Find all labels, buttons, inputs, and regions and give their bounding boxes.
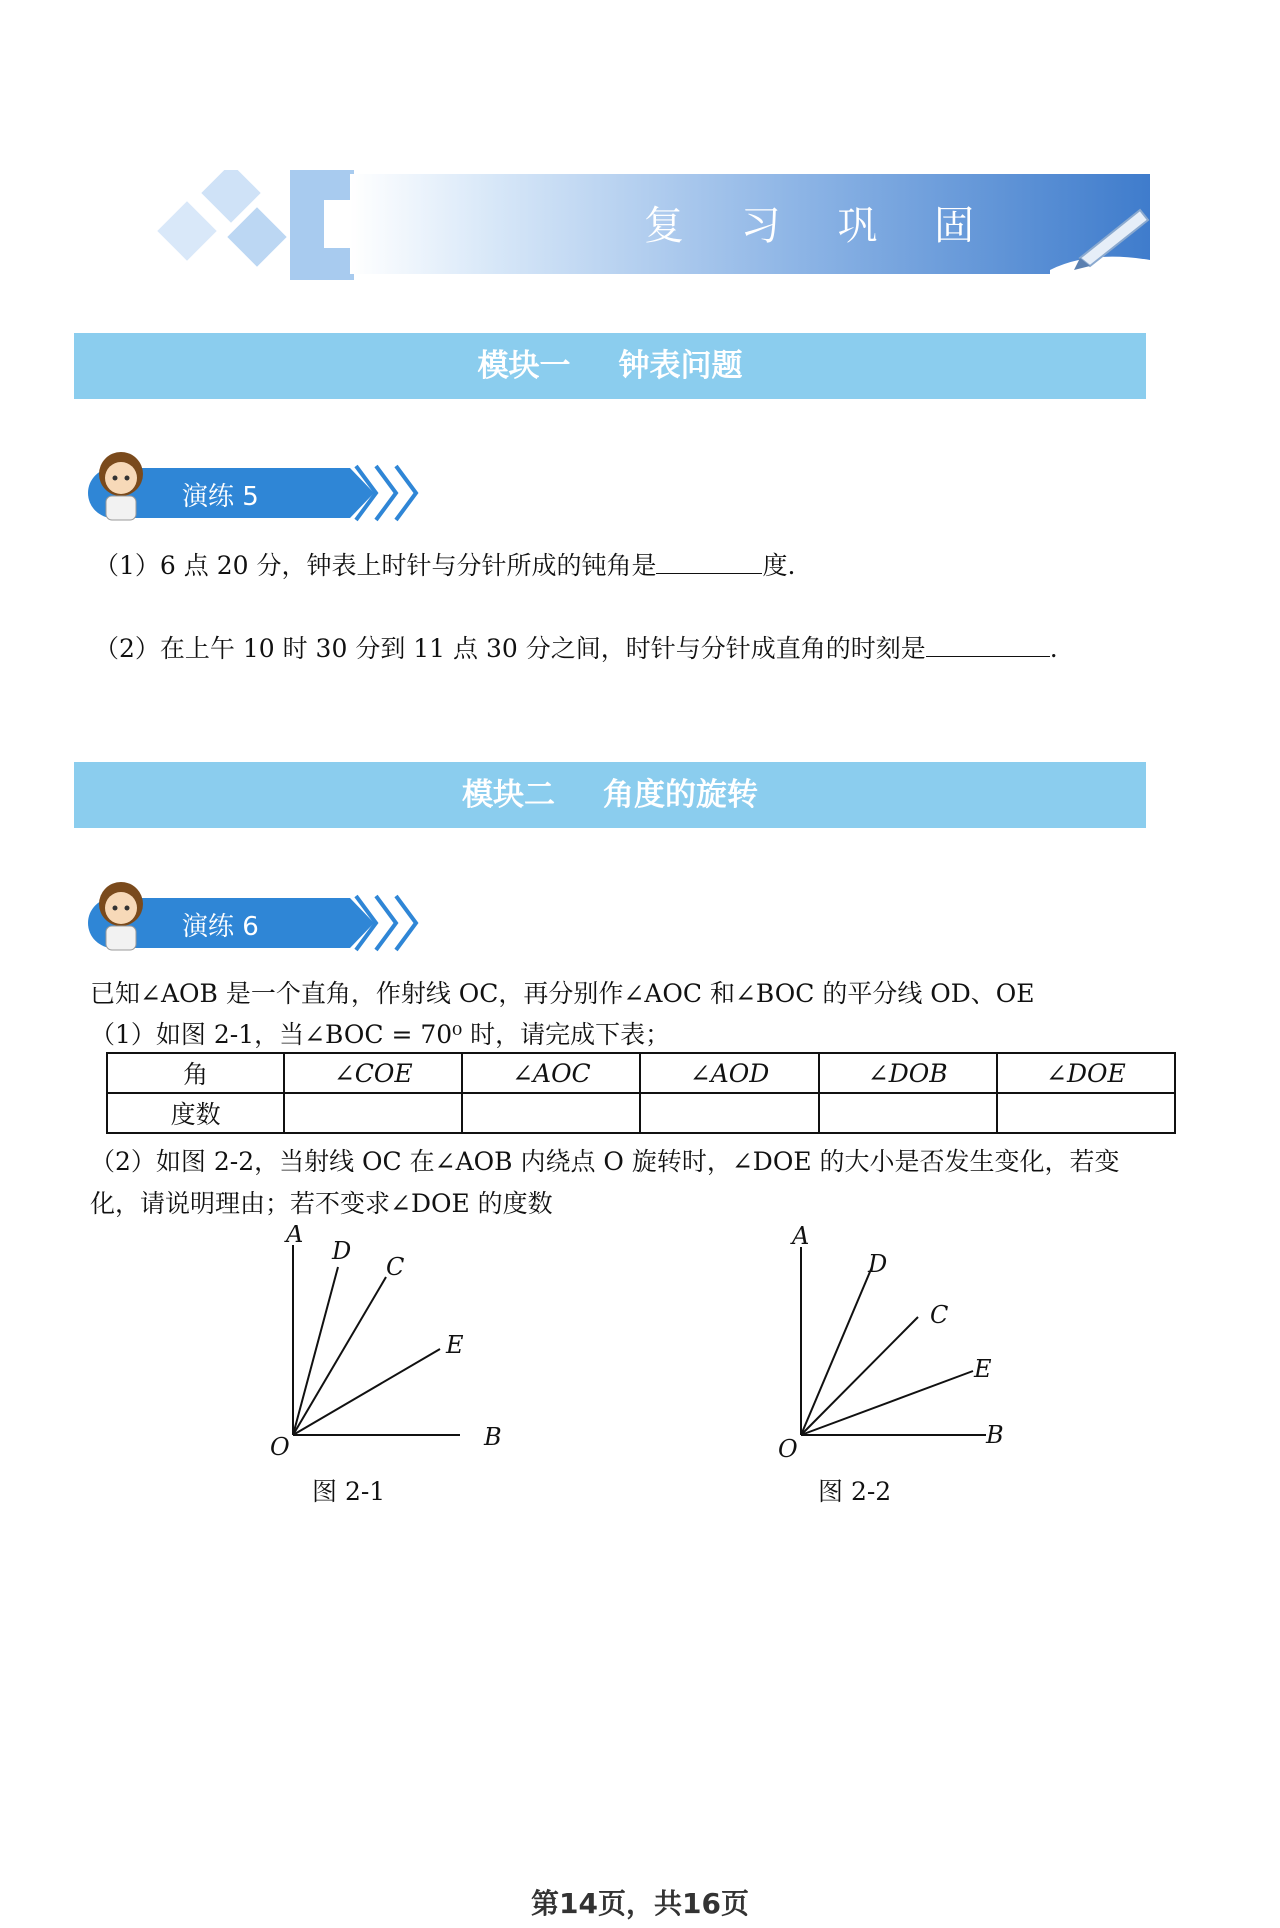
exercise-6-question-2-line-2: 化，请说明理由；若不变求∠DOE 的度数	[90, 1189, 553, 1218]
student-avatar-icon	[90, 448, 152, 524]
point-a-label: A	[286, 1225, 304, 1248]
table-cell[interactable]	[284, 1093, 462, 1133]
table-cell[interactable]	[819, 1093, 997, 1133]
exercise-6-question-1: （1）如图 2-1，当∠BOC = 70⁰ 时，请完成下表；	[90, 1020, 671, 1049]
answer-blank	[656, 547, 762, 574]
banner-decoration-icon	[140, 170, 360, 280]
exercise-5-question-1	[94, 547, 795, 583]
figure-2-1	[260, 1225, 510, 1465]
answer-blank	[926, 630, 1050, 657]
table-header-cell: ∠DOE	[997, 1053, 1175, 1093]
student-avatar-icon	[90, 878, 152, 954]
angle-table	[106, 1052, 1176, 1134]
exercise-5-question-2	[94, 630, 1058, 666]
q1-text: （1）6 点 20 分，钟表上时针与分针所成的钝角是	[94, 551, 657, 580]
table-header-cell: ∠COE	[284, 1053, 462, 1093]
banner-title: 复 习 巩 固	[643, 203, 997, 249]
q1-suffix: 度.	[762, 551, 796, 580]
exercise-5-label: 演练 5	[182, 482, 259, 512]
figure-2-2-caption: 图 2-2	[818, 1477, 892, 1506]
module-one-number: 模块一	[477, 348, 571, 384]
exercise-6-label: 演练 6	[182, 912, 259, 942]
table-header-cell: ∠AOC	[462, 1053, 640, 1093]
module-two-title: 角度的旋转	[603, 777, 758, 813]
chevrons-icon	[352, 458, 432, 528]
exercise-6-tag	[86, 878, 426, 954]
table-header-cell: 角	[107, 1053, 284, 1093]
pencil-icon	[1040, 180, 1152, 280]
table-cell[interactable]	[997, 1093, 1175, 1133]
table-row	[107, 1093, 1175, 1133]
point-a-label: A	[792, 1225, 810, 1250]
module-one-title: 钟表问题	[618, 348, 743, 384]
module-two-number: 模块二	[462, 777, 555, 813]
exercise-5-tag	[86, 448, 426, 524]
point-b-label: B	[986, 1421, 1004, 1449]
table-cell[interactable]	[640, 1093, 818, 1133]
table-row-label: 度数	[107, 1093, 284, 1133]
point-d-label: D	[868, 1250, 888, 1278]
figure-2-1-caption: 图 2-1	[312, 1477, 386, 1506]
point-d-label: D	[332, 1237, 352, 1265]
point-c-label: C	[930, 1301, 949, 1329]
point-e-label: E	[974, 1355, 992, 1383]
point-o-label: O	[270, 1433, 290, 1461]
q2-text: （2）在上午 10 时 30 分到 11 点 30 分之间，时针与分针成直角的时刻是	[94, 634, 926, 663]
page-number: 第14页，共16页	[531, 1887, 749, 1920]
exercise-6-intro: 已知∠AOB 是一个直角，作射线 OC，再分别作∠AOC 和∠BOC 的平分线 OD、OE	[90, 979, 1035, 1008]
figure-2-2	[768, 1225, 1018, 1465]
table-row	[107, 1053, 1175, 1093]
review-banner	[140, 170, 1150, 280]
q2-suffix: .	[1049, 634, 1058, 663]
chevrons-icon	[352, 888, 432, 958]
exercise-6-question-2-line-1: （2）如图 2-2，当射线 OC 在∠AOB 内绕点 O 旋转时，∠DOE 的大小是否发生变化，若变	[90, 1147, 1120, 1176]
table-header-cell: ∠AOD	[640, 1053, 818, 1093]
table-header-cell: ∠DOB	[819, 1053, 997, 1093]
table-cell[interactable]	[462, 1093, 640, 1133]
point-o-label: O	[778, 1435, 798, 1463]
point-c-label: C	[386, 1253, 405, 1281]
module-one-bar	[74, 333, 1146, 399]
module-two-bar	[74, 762, 1146, 828]
point-e-label: E	[446, 1331, 464, 1359]
point-b-label: B	[484, 1423, 502, 1451]
